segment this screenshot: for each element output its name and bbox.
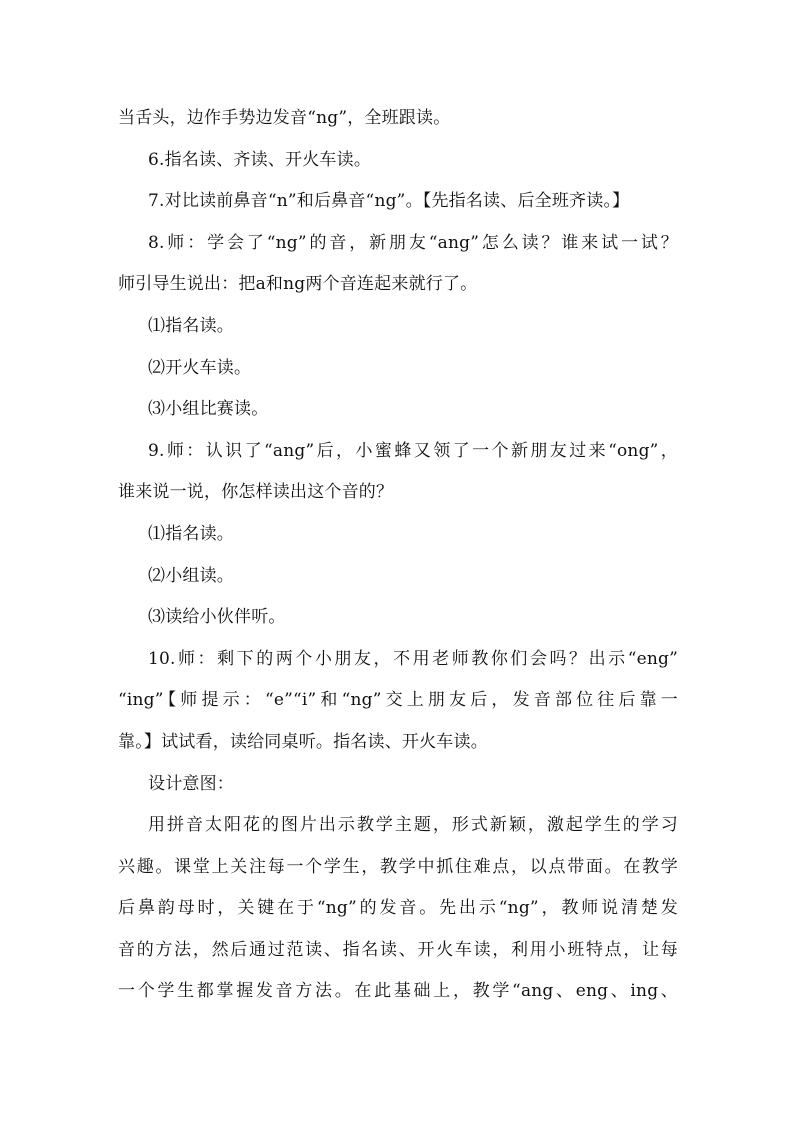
text-line-1: 当舌头，边作手势边发音“ng”，全班跟读。 bbox=[118, 108, 451, 128]
text-line-3: 7.对比读前鼻音“n”和后鼻音“ng”。【先指名读、后全班齐读。】 bbox=[148, 191, 630, 212]
text-line-12: ⑵小组读。 bbox=[148, 565, 234, 586]
text-line-6: ⑴指名读。 bbox=[148, 315, 234, 336]
text-line-7: ⑵开火车读。 bbox=[148, 357, 252, 378]
text-line-11: ⑴指名读。 bbox=[148, 523, 234, 544]
text-line-18: 用拼音太阳花的图片出示教学主题，形式新颖，激起学生的学习 bbox=[148, 815, 678, 836]
text-line-22: 一个学生都掌握发音方法。在此基础上，教学“ang、eng、ing、 bbox=[118, 981, 678, 1002]
text-line-8: ⑶小组比赛读。 bbox=[148, 399, 269, 420]
text-line-5: 师引导生说出：把a和ng两个音连起来就行了。 bbox=[118, 274, 478, 295]
text-line-4: 8.师：学会了“ng”的音，新朋友“ang”怎么读？谁来试一试？ bbox=[148, 232, 678, 253]
text-line-9: 9.师：认识了“ang”后，小蜜蜂又领了一个新朋友过来“ong”， bbox=[148, 440, 678, 461]
text-line-17: 设计意图： bbox=[148, 773, 234, 794]
document-body bbox=[118, 98, 678, 1013]
text-line-16: 靠。】试试看，读给同桌听。指名读、开火车读。 bbox=[118, 731, 488, 752]
text-line-19: 兴趣。课堂上关注每一个学生，教学中抓住难点，以点带面。在教学 bbox=[118, 856, 678, 877]
text-line-2: 6.指名读、齐读、开火车读。 bbox=[148, 149, 372, 170]
text-line-13: ⑶读给小伙伴听。 bbox=[148, 607, 286, 628]
text-line-20: 后鼻韵母时，关键在于“ng”的发音。先出示“ng”，教师说清楚发 bbox=[118, 898, 678, 919]
text-line-14: 10.师：剩下的两个小朋友，不用老师教你们会吗？出示“eng” bbox=[148, 648, 678, 669]
text-line-15: “ing”【师提示：“e”“i”和“ng”交上朋友后，发音部位往后靠一 bbox=[118, 690, 678, 711]
text-line-21: 音的方法，然后通过范读、指名读、开火车读，利用小班特点，让每 bbox=[118, 939, 678, 960]
text-line-10: 谁来说一说，你怎样读出这个音的？ bbox=[118, 482, 394, 503]
